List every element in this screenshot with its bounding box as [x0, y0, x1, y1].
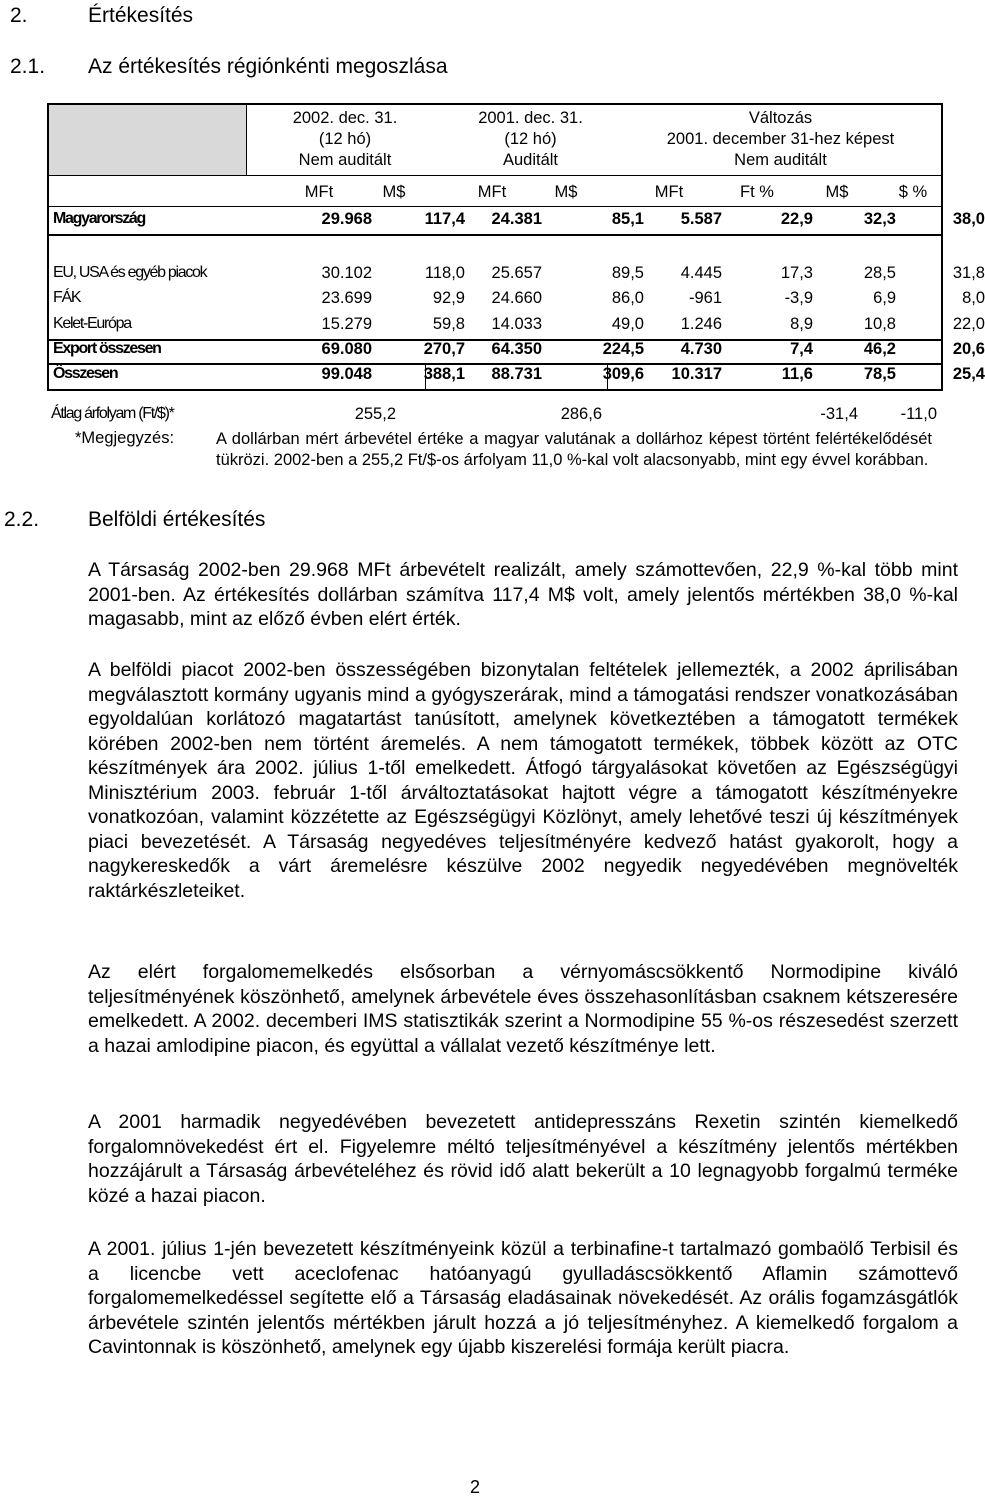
unit-label: $ % — [898, 183, 928, 201]
row-label: Export összesen — [53, 340, 161, 357]
section-heading — [10, 4, 410, 30]
rate-change-pct: -11,0 — [900, 405, 937, 423]
col-header-2001: 2001. dec. 31. (12 hó) Auditált — [478, 109, 583, 169]
table-cell: 46,2 — [863, 340, 896, 358]
table-cell: 388,1 — [423, 365, 465, 383]
section-number: 2. — [10, 4, 28, 27]
table-cell: 6,9 — [873, 289, 896, 307]
table-cell: 25,4 — [952, 365, 985, 383]
table-cell: 89,5 — [611, 264, 644, 282]
unit-label: MFt — [654, 183, 684, 201]
row-label: Kelet-Európa — [53, 315, 131, 332]
table-cell: 85,1 — [611, 210, 644, 228]
table-cell: 8,0 — [962, 289, 985, 307]
header-divider — [49, 175, 941, 176]
paragraph: A 2001. július 1-jén bevezetett készítményeink közül a terbinafine-t tartalmazó gombaölő Terbisil és a licencbe vett aceclofenac hatóanyagú gyulladáscsökkentő Aflamin számottevő forgalomemelkedéssel segítette elő a Társaság eladásainak növekedését. Az orális fogamzásgátlók árbevétele szintén jelentős mértékben járult hozzá a jó teljesítményhez. A kiemelkedő forgalom a Cavintonnak is köszönhető, amelynek egy újabb kiszerelési formája került piacra. — [88, 1238, 958, 1358]
paragraph: A Társaság 2002-ben 29.968 MFt árbevételt realizált, amely számottevően, 22,9 %-kal több mint 2001-ben. Az értékesítés dollárban számítva 117,4 M$ volt, amely jelentős mértékben 38,0 %-kal magasabb, mint az előző évben elért érték. — [88, 559, 958, 630]
table-cell: -3,9 — [784, 289, 813, 307]
table-cell: 23.699 — [321, 289, 372, 307]
table-cell: 24.381 — [491, 210, 542, 228]
table-cell: 86,0 — [611, 289, 644, 307]
unit-label: MFt — [477, 183, 507, 201]
table-cell: 28,5 — [863, 264, 896, 282]
col-header-change: Változás 2001. december 31-hez képest Nem auditált — [666, 109, 895, 169]
unit-label: MFt — [304, 183, 334, 201]
unit-label: M$ — [382, 183, 406, 201]
table-cell: 92,9 — [432, 289, 465, 307]
rate-2002: 255,2 — [354, 405, 396, 423]
subsection-title: Belföldi értékesítés — [88, 508, 266, 531]
subsection-number: 2.2. — [4, 508, 40, 531]
row-label: Magyarország — [53, 210, 145, 227]
table-cell: -961 — [688, 289, 722, 307]
table-cell: 99.048 — [321, 365, 372, 383]
table-cell: 15.279 — [321, 315, 372, 333]
subsection-title: Az értékesítés régiónkénti megoszlása — [88, 55, 448, 78]
table-cell: 5.587 — [680, 210, 722, 228]
subsection-heading — [4, 508, 404, 534]
table-cell: 270,7 — [423, 340, 465, 358]
note-text: A dollárban mért árbevétel értéke a magyar valutának a dollárhoz képest történt felértékelődését tükrözi. 2002-ben a 255,2 Ft/$-os árfolyam 11,0 %-kal volt alacsonyabb, mint egy évvel korábban. — [216, 430, 932, 469]
table-cell: 32,3 — [863, 210, 896, 228]
unit-label: M$ — [825, 183, 849, 201]
table-cell: 20,6 — [952, 340, 985, 358]
table-cell: 10.317 — [671, 365, 722, 383]
page-number: 2 — [470, 1477, 481, 1497]
rate-row-label: Átlag árfolyam (Ft/$)* — [51, 405, 174, 422]
table-cell: 49,0 — [611, 315, 644, 333]
table-cell: 64.350 — [491, 340, 542, 358]
section-title: Értékesítés — [88, 4, 194, 27]
row-label: FÁK — [53, 289, 81, 306]
table-cell: 117,4 — [424, 210, 465, 228]
table-cell: 10,8 — [863, 315, 896, 333]
table-cell: 14.033 — [491, 315, 542, 333]
table-cell: 22,0 — [952, 315, 985, 333]
table-cell: 4.730 — [680, 340, 722, 358]
table-cell: 31,8 — [952, 264, 985, 282]
table-cell: 25.657 — [491, 264, 542, 282]
table-cell: 38,0 — [952, 210, 985, 228]
unit-label: Ft % — [740, 183, 774, 201]
table-cell: 8,9 — [790, 315, 813, 333]
paragraph: A 2001 harmadik negyedévében bevezetett antidepresszáns Rexetin szintén kiemelkedő forgalomnövekedést ért el. Figyelemre méltó teljesítményével a készítmény jelentős mértékben hozzájárult a Társaság árbevételéhez és rövid idő alatt bekerült a 10 legnagyobb forgalmú terméke közé a hazai piacon. — [88, 1111, 958, 1207]
subsection-number: 2.1. — [10, 55, 46, 78]
table-cell: 4.445 — [680, 264, 722, 282]
table-cell: 309,6 — [602, 365, 644, 383]
table-cell: 30.102 — [321, 264, 372, 282]
row-label: EU, USA és egyéb piacok — [53, 264, 207, 281]
row-divider — [49, 234, 941, 236]
paragraph: A belföldi piacot 2002-ben összességében bizonytalan feltételek jellemezték, a 2002 áprilisában megválasztott kormány ugyanis mind a gyógyszerárak, mind a támogatási rendszer vonatkozásában egyoldalúan korlátozó magatartást tanúsított, amelynek következtében a támogatott termékek körében 2002-ben nem történt áremelés. A nem támogatott termékek, többek között az OTC készítmények ára 2002. július 1-től emelkedett. Átfogó tárgyalásokat követően az Egészségügyi Minisztérium 2003. február 1-től árváltoztatásokat hajtott végre a támogatott készítményekre vonatkozóan, valamint közzétette az Egészségügyi Közlönyt, amely lehetővé teszi új készítmények piaci bevezetését. A Társaság negyedéves teljesítményére kedvező hatást gyakorolt, hogy a nagykereskedők a várt áremelésre készülve 2002 negyedik negyedévében megnövelték raktárkészleteiket. — [88, 659, 958, 902]
table-cell: 59,8 — [432, 315, 465, 333]
table-cell: 22,9 — [780, 210, 813, 228]
subsection-heading — [10, 55, 610, 81]
sales-table — [47, 103, 985, 391]
col-header-2002: 2002. dec. 31. (12 hó) Nem auditált — [292, 109, 398, 169]
rate-change-abs: -31,4 — [820, 405, 858, 423]
table-cell: 69.080 — [321, 340, 372, 358]
rate-2001: 286,6 — [560, 405, 602, 423]
table-cell: 88.731 — [491, 365, 542, 383]
table-cell: 78,5 — [863, 365, 896, 383]
row-label: Összesen — [53, 365, 118, 382]
units-divider — [49, 206, 941, 207]
table-cell: 24.660 — [491, 289, 542, 307]
table-cell: 118,0 — [424, 264, 465, 282]
table-cell: 17,3 — [780, 264, 813, 282]
table-cell: 7,4 — [790, 340, 813, 358]
table-corner-shade — [49, 105, 247, 175]
unit-label: M$ — [554, 183, 578, 201]
table-cell: 29.968 — [321, 210, 372, 228]
table-cell: 11,6 — [781, 365, 813, 383]
paragraph: Az elért forgalomemelkedés elsősorban a vérnyomáscsökkentő Normodipine kiváló teljesítményének köszönhető, amelynek árbevétele éves összehasonlításban csaknem kétszeresére emelkedett. A 2002. decemberi IMS statisztikák szerint a Normodipine 55 %-os részesedést szerzett a hazai amlodipine piacon, és együttal a vállalat vezető készítménye lett. — [88, 961, 958, 1057]
table-cell: 1.246 — [680, 315, 722, 333]
note-label: *Megjegyzés: — [75, 429, 175, 447]
table-cell: 224,5 — [602, 340, 644, 358]
